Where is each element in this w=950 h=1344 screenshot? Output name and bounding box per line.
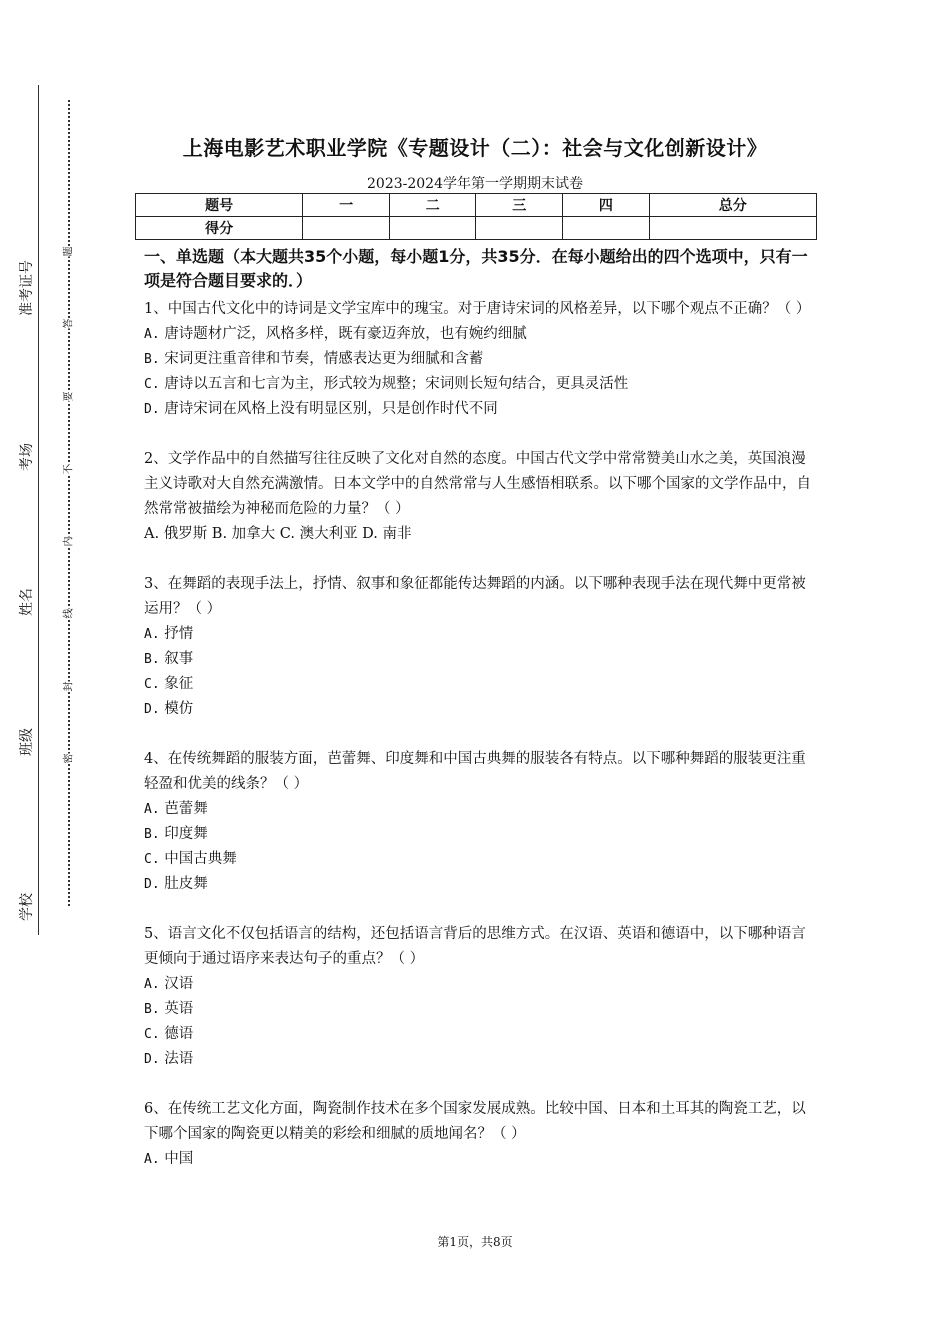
option: A. 中国 xyxy=(144,1151,194,1167)
score-table-header-row xyxy=(136,194,817,217)
question-1 xyxy=(144,297,812,422)
seal-char: 答 xyxy=(60,319,75,329)
score-cell[interactable] xyxy=(476,217,563,240)
seal-char: 要 xyxy=(60,392,75,402)
option: B. 英语 xyxy=(144,1001,194,1017)
option: C. 象征 xyxy=(144,676,194,692)
option: A. 抒情 xyxy=(144,626,194,642)
option: B. 宋词更注重音律和节奏，情感表达更为细腻和含蓄 xyxy=(144,351,484,367)
seal-char: 线 xyxy=(60,609,75,619)
seal-char: 不 xyxy=(60,465,75,475)
option: C. 唐诗以五言和七言为主，形式较为规整；宋词则长短句结合，更具灵活性 xyxy=(144,376,629,392)
inline-options: A. 俄罗斯 B. 加拿大 C. 澳大利亚 D. 南非 xyxy=(144,526,412,542)
margin-label-name: 姓名 xyxy=(19,588,35,616)
seal-char: 封 xyxy=(60,682,75,692)
margin-label-school: 学校 xyxy=(19,893,35,921)
option: A. 芭蕾舞 xyxy=(144,801,208,817)
option: A. 唐诗题材广泛，风格多样，既有豪迈奔放，也有婉约细腻 xyxy=(144,326,527,342)
option: D. 模仿 xyxy=(144,701,194,717)
binding-dotted-line xyxy=(68,100,70,906)
option: D. 肚皮舞 xyxy=(144,876,208,892)
option: A. 汉语 xyxy=(144,976,194,992)
margin-label-class: 班级 xyxy=(19,728,35,756)
question-2 xyxy=(144,447,812,547)
option: C. 德语 xyxy=(144,1026,194,1042)
score-header-cell: 四 xyxy=(563,194,650,217)
seal-char: 密 xyxy=(60,754,75,764)
score-cell[interactable] xyxy=(389,217,476,240)
score-header-cell: 三 xyxy=(476,194,563,217)
score-header-cell: 题号 xyxy=(136,194,303,217)
question-text: 6、在传统工艺文化方面，陶瓷制作技术在多个国家发展成熟。比较中国、日本和土耳其的陶瓷工艺，以下哪个国家的陶瓷更以精美的彩绘和细腻的质地闻名？（ ） xyxy=(144,1101,806,1142)
option: D. 唐诗宋词在风格上没有明显区别，只是创作时代不同 xyxy=(144,401,498,417)
score-row-label: 得分 xyxy=(136,217,303,240)
question-3 xyxy=(144,572,812,722)
binding-solid-line xyxy=(38,85,39,935)
question-6 xyxy=(144,1097,812,1172)
section-title: 一、单选题（本大题共35个小题，每小题1分，共35分．在每小题给出的四个选项中，只有一项是符合题目要求的．） xyxy=(144,247,808,290)
option: B. 叙事 xyxy=(144,651,194,667)
question-text: 1、中国古代文化中的诗词是文学宝库中的瑰宝。对于唐诗宋词的风格差异，以下哪个观点不正确？（ ） xyxy=(144,301,811,317)
score-header-cell: 总分 xyxy=(649,194,816,217)
option: D. 法语 xyxy=(144,1051,194,1067)
score-table-score-row xyxy=(136,217,817,240)
page-footer: 第1页，共8页 xyxy=(437,1235,513,1249)
margin-label-exam-room: 考场 xyxy=(19,443,35,471)
score-table xyxy=(135,193,817,240)
score-cell[interactable] xyxy=(563,217,650,240)
question-4 xyxy=(144,747,812,897)
question-text: 3、在舞蹈的表现手法上，抒情、叙事和象征都能传达舞蹈的内涵。以下哪种表现手法在现代舞中更常被运用？（ ） xyxy=(144,576,806,617)
score-cell[interactable] xyxy=(649,217,816,240)
seal-char: 题 xyxy=(60,247,75,257)
score-cell[interactable] xyxy=(303,217,390,240)
option: C. 中国古典舞 xyxy=(144,851,237,867)
question-5 xyxy=(144,922,812,1072)
question-text: 4、在传统舞蹈的服装方面，芭蕾舞、印度舞和中国古典舞的服装各有特点。以下哪种舞蹈的服装更注重轻盈和优美的线条？（ ） xyxy=(144,751,806,792)
seal-char: 内 xyxy=(60,537,75,547)
exam-title: 上海电影艺术职业学院《专题设计（二）：社会与文化创新设计》 xyxy=(182,136,768,160)
question-text: 5、语言文化不仅包括语言的结构，还包括语言背后的思维方式。在汉语、英语和德语中，以下哪种语言更倾向于通过语序来表达句子的重点？（ ） xyxy=(144,926,806,967)
exam-subtitle: 2023-2024学年第一学期期末试卷 xyxy=(367,176,583,192)
score-header-cell: 一 xyxy=(303,194,390,217)
margin-label-exam-id: 准考证号 xyxy=(19,260,35,316)
question-text: 2、文学作品中的自然描写往往反映了文化对自然的态度。中国古代文学中常常赞美山水之美，英国浪漫主义诗歌对大自然充满激情。日本文学中的自然常常与人生感悟相联系。以下哪个国家的文学作品中，自然常常被描绘为神秘而危险的力量？（ ） xyxy=(144,451,811,517)
option: B. 印度舞 xyxy=(144,826,208,842)
score-header-cell: 二 xyxy=(389,194,476,217)
exam-content xyxy=(144,245,812,1172)
